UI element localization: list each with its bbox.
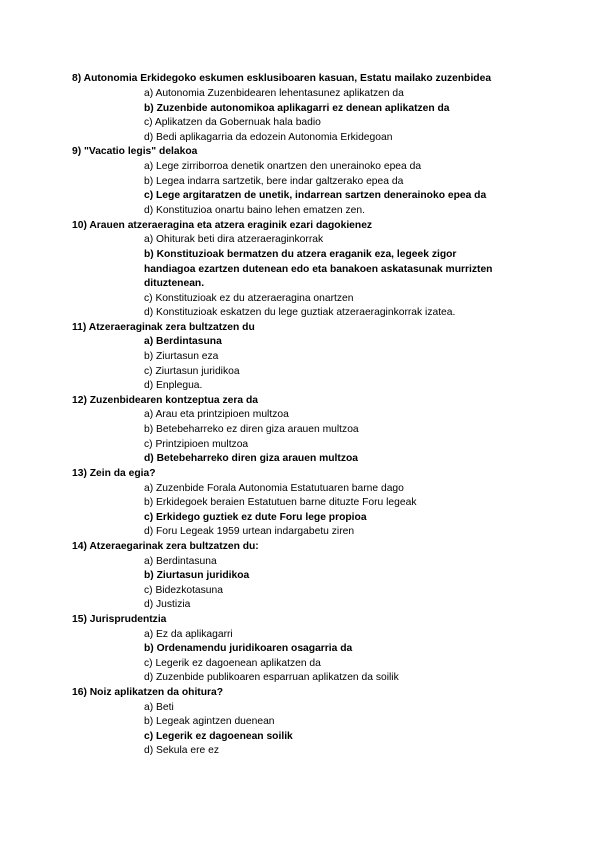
answer-option: b) Legea indarra sartzetik, bere indar galtzerako epea da <box>144 176 404 187</box>
answer-option: c) Legerik ez dagoenean aplikatzen da <box>144 658 321 669</box>
answer-option-correct: b) Ziurtasun juridikoa <box>144 570 250 581</box>
answer-option: b) Ziurtasun eza <box>144 351 219 362</box>
answer-option: d) Enplegua. <box>144 380 203 391</box>
answer-option: b) Legeak agintzen duenean <box>144 716 275 727</box>
answer-option: a) Ez da aplikagarri <box>144 629 233 640</box>
answer-option: c) Konstituzioak ez du atzeraeragina onartzen <box>144 293 354 304</box>
question-title: 9) "Vacatio legis" delakoa <box>72 146 198 157</box>
question-title: 16) Noiz aplikatzen da ohitura? <box>72 687 224 698</box>
answer-option-correct: b) Konstituzioak bermatzen du atzera eraganik eza, legeek zigor <box>144 249 457 260</box>
answer-option-correct-continued: dituztenean. <box>144 278 205 289</box>
question-title: 13) Zein da egia? <box>72 468 156 479</box>
answer-option: a) Berdintasuna <box>144 556 217 567</box>
answer-option: c) Ziurtasun juridikoa <box>144 366 240 377</box>
answer-option: c) Aplikatzen da Gobernuak hala badio <box>144 117 321 128</box>
answer-option: a) Arau eta printzipioen multzoa <box>144 409 289 420</box>
answer-option: a) Zuzenbide Forala Autonomia Estatutuaren barne dago <box>144 483 404 494</box>
answer-option: d) Foru Legeak 1959 urtean indargabetu ziren <box>144 526 355 537</box>
answer-option: a) Lege zirriborroa denetik onartzen den unerainoko epea da <box>144 161 422 172</box>
question-title: 11) Atzeraeraginak zera bultzatzen du <box>72 322 255 333</box>
question-title: 10) Arauen atzeraeragina eta atzera eraginik ezari dagokienez <box>72 220 373 231</box>
answer-option: d) Bedi aplikagarria da edozein Autonomia Erkidegoan <box>144 132 393 143</box>
answer-option-correct: c) Legerik ez dagoenean soilik <box>144 731 293 742</box>
answer-option-correct: b) Ordenamendu juridikoaren osagarria da <box>144 643 353 654</box>
answer-option-correct: c) Lege argitaratzen de unetik, indarrean sartzen denerainoko epea da <box>144 190 487 201</box>
answer-option: c) Printzipioen multzoa <box>144 439 249 450</box>
answer-option-correct: c) Erkidego guztiek ez dute Foru lege propioa <box>144 512 367 523</box>
answer-option-correct: b) Zuzenbide autonomikoa aplikagarri ez denean aplikatzen da <box>144 103 450 114</box>
answer-option-correct-continued: handiagoa ezartzen dutenean edo eta banakoen askatasunak murrizten <box>144 264 493 275</box>
question-title: 8) Autonomia Erkidegoko eskumen esklusiboaren kasuan, Estatu mailako zuzenbidea <box>72 73 492 84</box>
question-title: 12) Zuzenbidearen kontzeptua zera da <box>72 395 258 406</box>
question-title: 14) Atzeraegarinak zera bultzatzen du: <box>72 541 259 552</box>
answer-option: a) Autonomia Zuzenbidearen lehentasunez aplikatzen da <box>144 88 404 99</box>
answer-option: a) Beti <box>144 702 174 713</box>
answer-option: a) Ohiturak beti dira atzeraeraginkorrak <box>144 234 324 245</box>
answer-option: d) Konstituzioa onartu baino lehen ematzen zen. <box>144 205 365 216</box>
answer-option: d) Justizia <box>144 599 191 610</box>
question-title: 15) Jurisprudentzia <box>72 614 167 625</box>
answer-option: c) Bidezkotasuna <box>144 585 223 596</box>
answer-option: d) Zuzenbide publikoaren esparruan aplikatzen da soilik <box>144 672 399 683</box>
answer-option-correct: d) Betebeharreko diren giza arauen multzoa <box>144 453 358 464</box>
answer-option-correct: a) Berdintasuna <box>144 336 222 347</box>
answer-option: b) Erkidegoek beraien Estatutuen barne dituzte Foru legeak <box>144 497 417 508</box>
answer-option: b) Betebeharreko ez diren giza arauen multzoa <box>144 424 359 435</box>
answer-option: d) Konstituzioak eskatzen du lege guztiak atzeraeraginkorrak izatea. <box>144 307 456 318</box>
answer-option: d) Sekula ere ez <box>144 745 219 756</box>
